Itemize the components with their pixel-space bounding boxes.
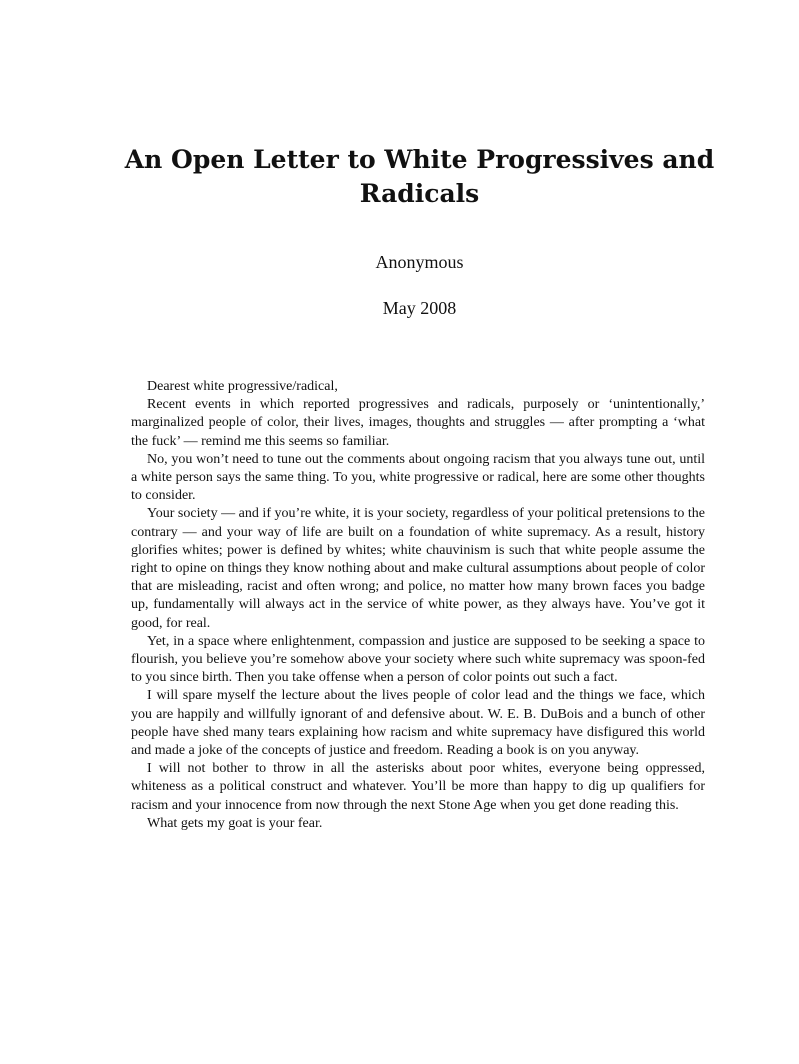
document-title: An Open Letter to White Progressives and Radicals [124, 145, 715, 208]
body-paragraph: No, you won’t need to tune out the comments about ongoing racism that you always tune out, until a white person says the same thing. To you, white progressive or radical, here are some other thoughts to consider. [131, 451, 705, 504]
body-paragraph: What gets my goat is your fear. [147, 815, 323, 831]
body-paragraph: Yet, in a space where enlightenment, compassion and justice are supposed to be seeking a space to flourish, you believe you’re somehow above your society where such white supremacy was spoon-fed to you since birth. Then you take offense when a person of color points out such a fact. [131, 633, 705, 686]
letter-body [131, 378, 705, 833]
body-paragraph: Your society — and if you’re white, it is your society, regardless of your political pretensions to the contrary — and your way of life are built on a foundation of white supremacy. As a result, history glorifies whites; power is defined by whites; white chauvinism is such that white people assume the right to opine on things they know nothing about and make cultural assumptions about people of color that are misleading, racist and often wrong; and police, no matter how many brown faces you badge up, fundamentally will always act in the service of white power, as they always have. You’ve got it good, for real. [131, 506, 705, 631]
body-paragraph: I will spare myself the lecture about the lives people of color lead and the things we face, which you are happily and willfully ignorant of and defensive about. W. E. B. DuBois and a bunch of other people have shed many tears explaining how racism and white supremacy have disfigured this world and made a joke of the concepts of justice and freedom. Reading a book is on you anyway. [131, 688, 705, 759]
document-author: Anonymous [375, 252, 464, 272]
salutation-paragraph: Dearest white progressive/radical, [147, 379, 338, 394]
document-date: May 2008 [382, 298, 457, 318]
body-paragraph: Recent events in which reported progressives and radicals, purposely or ‘unintentionally,’ marginalized people of color, their lives, images, thoughts and struggles — after prompting a ‘what the fuck’ — remind me this seems so familiar. [131, 397, 705, 449]
body-paragraph: I will not bother to throw in all the asterisks about poor whites, everyone being oppressed, whiteness as a political construct and whatever. You’ll be more than happy to dig up qualifiers for racism and your innocence from now through the next Stone Age when you get done reading this. [131, 761, 705, 813]
